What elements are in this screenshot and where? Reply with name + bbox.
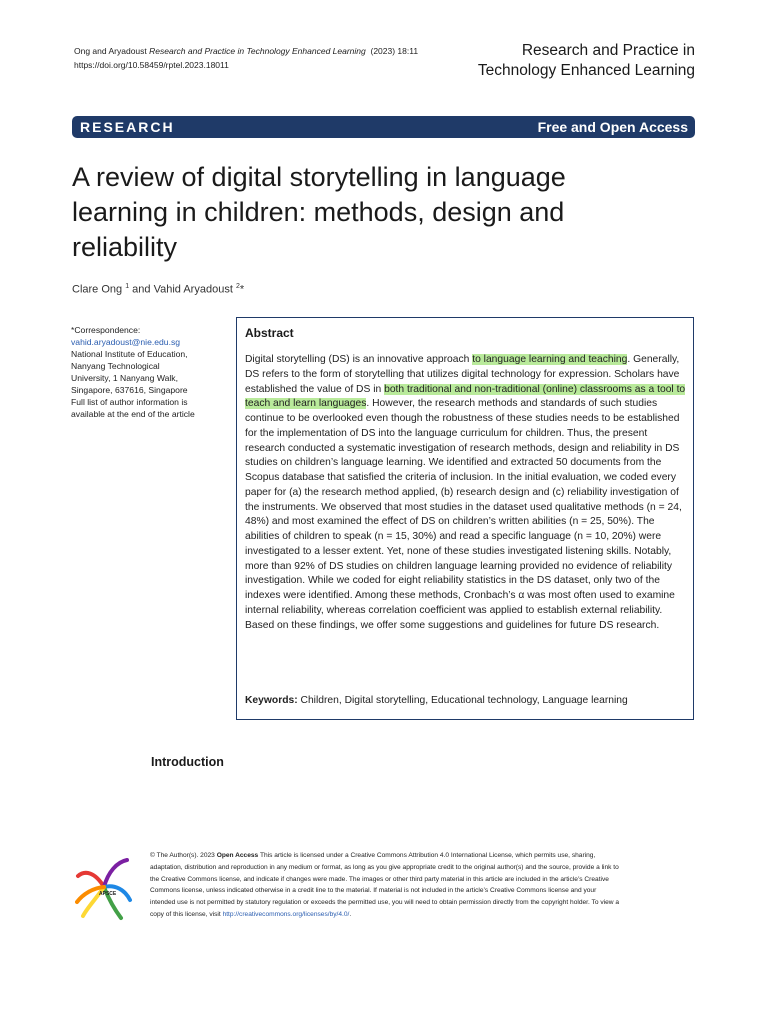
abstract-text-part: . However, the research methods and standards of such studies continue to be overlooked even though the robustness of these studies needs to be established for the implementation of DS into the language curriculum for children. Thus, the present research conducted a systematic investigation of research methods, design and reliability in DS studies on children’s language learning. We identified and extracted 50 documents from the Scopus database that satisfied the criteria of inclusion. In the initial evaluation, we coded every paper for (a) the research method applied, (b) research design and (c) reliability investigation of the instruments. We observed that most studies in the dataset used qualitative methods (n = 24, 48%) and most examined the effect of DS on children’s written abilities (n = 25, 50%). The abilities of children to speak (n = 15, 30%) and read a specific language (n = 10, 20%) were investigated to a lesser extent. Yet, none of these studies investigated listening skills. Notably, more than 92% of DS studies on children language learning provided no evidence of reliability investigation. While we coded for eight reliability statistics in the DS dataset, only two of the indexes were identified. Among these methods, Cronbach’s α was most often used to examine internal reliability, whereas correlation coefficient was applied to establish external reliability. Based on these findings, we offer some suggestions and guidelines for future DS research. — [245, 398, 682, 631]
license-suffix: . — [349, 910, 352, 918]
license-link[interactable]: http://creativecommons.org/licenses/by/4.0/ — [222, 910, 350, 918]
open-access-label: Free and Open Access — [537, 119, 688, 135]
correspondence-label: *Correspondence: — [71, 325, 141, 335]
correspondence-email-link[interactable]: vahid.aryadoust@nie.edu.sg — [71, 337, 181, 347]
highlighted-text: both traditional and non-traditional (online) classrooms as a tool to teach and learn languages — [245, 383, 686, 410]
author-name: Vahid Aryadoust — [153, 283, 233, 296]
citation-meta: (2023) 18:11 — [370, 46, 419, 56]
section-banner — [72, 116, 695, 138]
keywords-line — [245, 695, 687, 706]
corresponding-marker: * — [239, 283, 245, 296]
author-joiner: and — [129, 283, 154, 296]
license-text: This article is licensed under a Creative Commons Attribution 4.0 International License, which permits use, sharing, adaptation, distribution and reproduction in any medium or format, as long as you give appropriate credit to the original author(s) and the source, provide a link to the Creative Commons license, and indicate if changes were made. The images or other third party material in this article are included in the article’s Creative Commons license, unless indicated otherwise in a credit line to the material. If material is not included in the article’s Creative Commons license and your intended use is not permitted by statutory regulation or exceeds the permitted use, you will need to obtain permission directly from the copyright holder. To view a copy of this license, visit — [150, 852, 620, 918]
abstract-box — [236, 317, 694, 720]
abstract-heading: Abstract — [245, 326, 294, 340]
journal-name — [478, 41, 695, 81]
citation-line — [74, 44, 418, 58]
introduction-heading: Introduction — [151, 755, 224, 769]
paper-title: A review of digital storytelling in language learning in children: methods, design and reliability — [72, 162, 566, 262]
open-access-tag: Open Access — [216, 852, 259, 859]
license-prefix: © The Author(s). 2023 — [150, 852, 217, 859]
abstract-text-part: Digital storytelling (DS) is an innovative approach — [245, 354, 473, 365]
citation-authors: Ong and Aryadoust — [74, 46, 147, 56]
affiliation-line: National Institute of Education, — [71, 349, 188, 359]
citation-journal: Research and Practice in Technology Enhanced Learning — [149, 46, 366, 56]
correspondence-block — [71, 324, 219, 420]
citation-block — [74, 44, 418, 72]
affiliation-line: Nanyang Technological — [71, 361, 160, 371]
author-name: Clare Ong — [72, 283, 123, 296]
highlighted-text: to language learning and teaching — [472, 354, 628, 365]
journal-name-line1: Research and Practice in — [521, 42, 695, 59]
affiliation-marker: 1 — [125, 283, 130, 290]
affiliation-marker: 2 — [235, 283, 240, 290]
logo-text: APSCE — [99, 891, 117, 897]
section-type-label: RESEARCH — [80, 119, 175, 135]
author-info-note: Full list of author information is — [71, 397, 188, 407]
author-info-note: available at the end of the article — [71, 409, 195, 419]
doi-link[interactable]: https://doi.org/10.58459/rptel.2023.18011 — [74, 60, 229, 70]
journal-name-line2: Technology Enhanced Learning — [477, 62, 695, 79]
affiliation-line: Singapore, 637616, Singapore — [71, 385, 188, 395]
keywords-list: Children, Digital storytelling, Educational technology, Language learning — [297, 695, 628, 706]
license-notice — [150, 850, 620, 921]
keywords-label: Keywords: — [245, 695, 298, 706]
author-list — [72, 283, 244, 296]
abstract-text-part: . Generally, DS refers to the form of storytelling that utilizes digital technology for expression. Scholars have established the value of DS in — [245, 354, 680, 395]
abstract-text — [245, 353, 687, 633]
affiliation-line: University, 1 Nanyang Walk, — [71, 373, 178, 383]
apsce-logo-icon — [75, 852, 133, 922]
